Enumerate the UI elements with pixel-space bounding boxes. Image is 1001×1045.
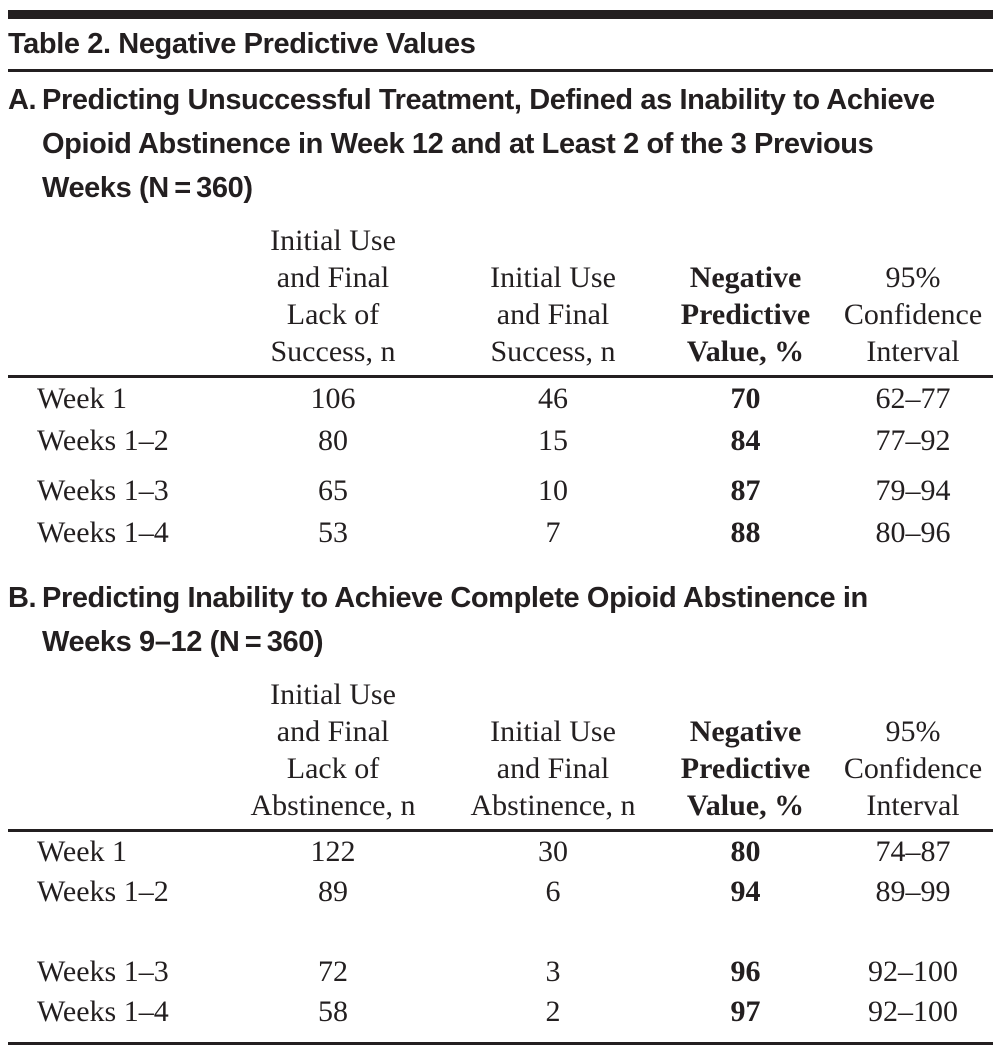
cell-ci: 92–100 [868,955,958,988]
header-line: Confidence [843,298,983,331]
header-line: Value, % [686,789,805,822]
top-rule-thick [8,10,993,19]
section-b-heading-text [42,576,868,664]
column-header-initial-use-final [448,676,658,831]
heading-line: Predicting Unsuccessful Treatment, Defined as Inability to Achieve [42,84,935,116]
table-b [8,676,993,1032]
row-label: Weeks 1–3 [37,955,169,988]
header-line: Negative [689,715,802,748]
header-line: 95% [885,261,941,294]
table-figure [0,10,1001,1045]
table-row [8,872,993,912]
spacer-cell [8,462,993,470]
header-line: Initial Use [270,678,396,711]
header-line: Abstinence, n [470,789,636,822]
cell-ci: 89–99 [875,875,951,908]
header-line: Interval [866,789,960,822]
section-b-marker: B. [8,582,37,614]
cell-initial-use-final-lack: 80 [318,424,348,457]
header-line: Abstinence, n [250,789,416,822]
column-header-npv [658,676,833,831]
header-line: Initial Use [490,715,616,748]
heading-line: Predicting Inability to Achieve Complete Opioid Abstinence in [42,582,868,614]
cell-initial-use-final: 6 [545,875,561,908]
header-line: Predictive [680,752,811,785]
table-row [8,952,993,992]
cell-initial-use-final-lack: 106 [310,382,356,415]
table-row [8,420,993,462]
heading-line: Weeks 9–12 (N = 360) [42,626,324,658]
column-header-initial-use-final-lack [218,676,448,831]
table-title: Table 2. Negative Predictive Values [8,28,476,60]
cell-initial-use-final-lack: 89 [318,875,348,908]
section-a [8,78,993,554]
spacer-cell [8,912,993,952]
header-line: and Final [276,715,390,748]
header-line: Initial Use [490,261,616,294]
cell-initial-use-final: 7 [545,516,561,549]
header-line: and Final [276,261,390,294]
cell-ci: 62–77 [875,382,951,415]
header-line: 95% [885,715,941,748]
cell-initial-use-final: 3 [545,955,561,988]
cell-initial-use-final-lack: 72 [318,955,348,988]
table-row [8,992,993,1032]
section-b [8,576,993,1032]
row-group-spacer [8,462,993,470]
heading-line: Weeks (N = 360) [42,172,253,204]
section-a-heading-text [42,78,935,210]
row-group-spacer [8,912,993,952]
cell-ci: 74–87 [875,835,951,868]
cell-initial-use-final-lack: 122 [310,835,356,868]
column-header-rowlabel-empty [8,676,218,831]
row-label: Weeks 1–3 [37,474,169,507]
cell-initial-use-final: 10 [538,474,568,507]
cell-npv: 94 [730,875,761,908]
header-line: Value, % [686,335,805,368]
cell-ci: 79–94 [875,474,951,507]
cell-initial-use-final: 30 [538,835,568,868]
header-line: Lack of [286,752,380,785]
table-row [8,512,993,554]
header-line: Interval [866,335,960,368]
column-header-ci [833,222,993,377]
header-line: Predictive [680,298,811,331]
section-b-heading [8,576,993,664]
cell-npv: 87 [730,474,761,507]
cell-ci: 77–92 [875,424,951,457]
heading-line: Opioid Abstinence in Week 12 and at Least 2 of the 3 Previous [42,128,874,160]
cell-ci: 92–100 [868,995,958,1028]
cell-initial-use-final-lack: 65 [318,474,348,507]
row-label: Week 1 [37,835,128,868]
cell-initial-use-final-lack: 53 [318,516,348,549]
table-a-header-row [8,222,993,377]
row-label: Weeks 1–4 [37,516,169,549]
table-row [8,377,993,421]
header-line: Initial Use [270,224,396,257]
section-a-heading [8,78,993,210]
cell-npv: 88 [730,516,761,549]
column-header-initial-use-final [448,222,658,377]
cell-initial-use-final-lack: 58 [318,995,348,1028]
header-line: Success, n [490,335,616,368]
column-header-initial-use-final-lack [218,222,448,377]
header-line: Confidence [843,752,983,785]
row-label: Weeks 1–2 [37,875,169,908]
cell-npv: 80 [730,835,761,868]
table-row [8,470,993,512]
cell-initial-use-final: 2 [545,995,561,1028]
header-line: and Final [496,752,610,785]
column-header-npv [658,222,833,377]
table-row [8,831,993,873]
row-label: Weeks 1–2 [37,424,169,457]
row-label: Weeks 1–4 [37,995,169,1028]
table-b-header-row [8,676,993,831]
table-a [8,222,993,554]
row-label: Week 1 [37,382,128,415]
cell-npv: 70 [730,382,761,415]
cell-npv: 97 [730,995,761,1028]
cell-npv: 96 [730,955,761,988]
cell-initial-use-final: 46 [538,382,568,415]
cell-npv: 84 [730,424,761,457]
header-line: Negative [689,261,802,294]
section-a-marker: A. [8,84,37,116]
header-line: and Final [496,298,610,331]
cell-ci: 80–96 [875,516,951,549]
title-underline-rule [8,69,993,72]
cell-initial-use-final: 15 [538,424,568,457]
header-line: Success, n [270,335,396,368]
header-line: Lack of [286,298,380,331]
column-header-ci [833,676,993,831]
column-header-rowlabel-empty [8,222,218,377]
